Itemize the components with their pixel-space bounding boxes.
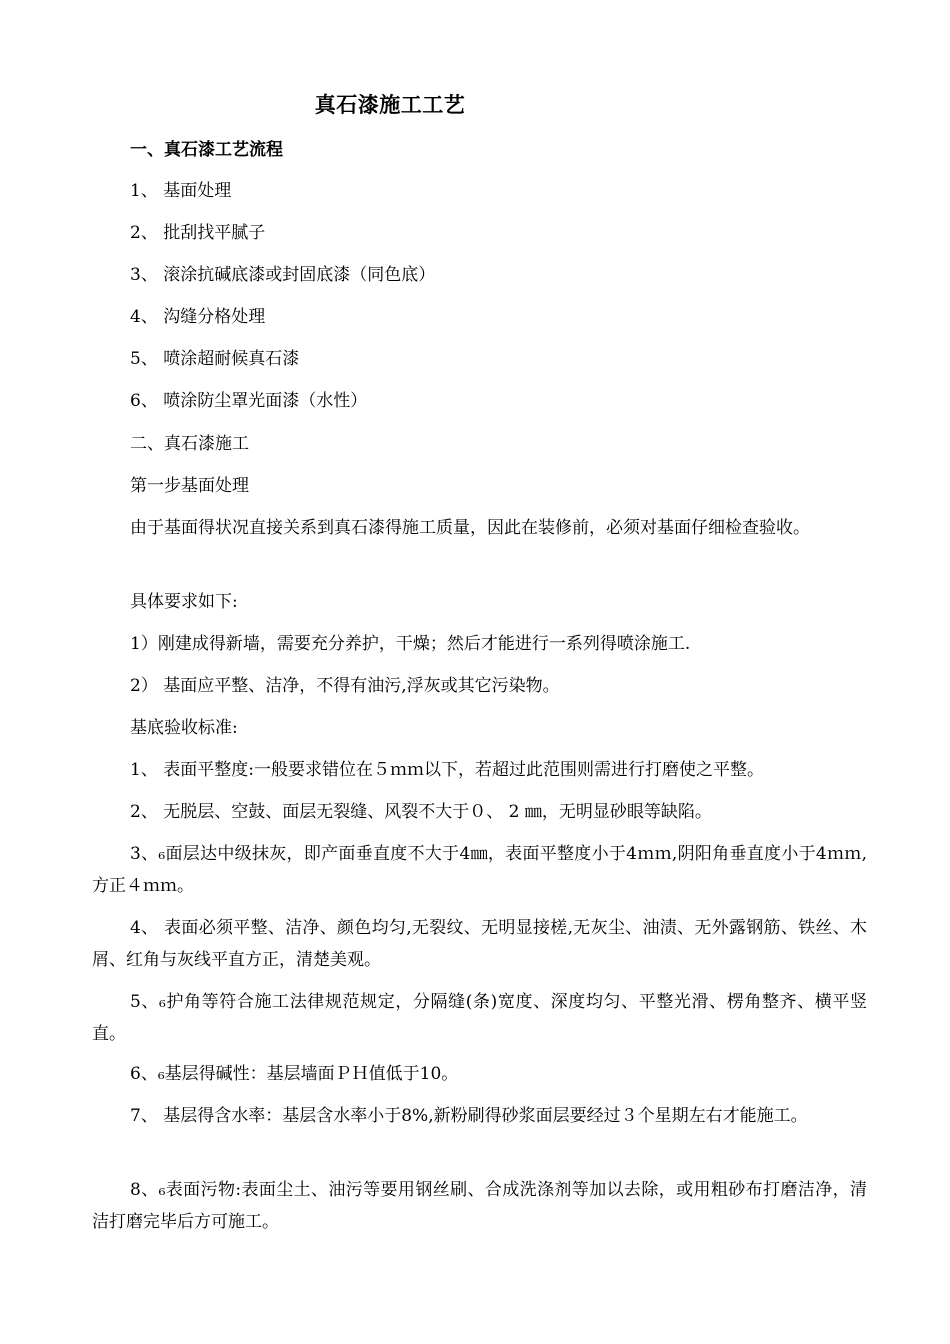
standard-item: 1、 表面平整度:一般要求错位在５ｍｍ以下，若超过此范围则需进行打磨使之平整。 bbox=[130, 760, 764, 780]
standard-item: 2、 无脱层、空鼓、面层无裂缝、风裂不大于０、 2 ㎜，无明显砂眼等缺陷。 bbox=[130, 802, 712, 822]
process-step: 4、 沟缝分格处理 bbox=[130, 307, 266, 327]
step-heading: 第一步基面处理 bbox=[130, 476, 249, 496]
intro-paragraph: 由于基面得状况直接关系到真石漆得施工质量，因此在装修前，必须对基面仔细检查验收。 bbox=[130, 518, 810, 538]
standards-heading: 基底验收标准: bbox=[130, 718, 238, 738]
requirement-item: 1）刚建成得新墙，需要充分养护，干燥；然后才能进行一系列得喷涂施工. bbox=[130, 634, 691, 654]
requirement-item: 2） 基面应平整、洁净，不得有油污,浮灰或其它污染物。 bbox=[130, 676, 560, 696]
standard-item: 3、₆面层达中级抹灰，即产面垂直度不大于4㎜，表面平整度小于4ｍｍ,阴阳角垂直度小于4ｍｍ,方正４ｍｍ。 bbox=[92, 844, 867, 896]
standard-item: 8、₆表面污物:表面尘土、油污等要用钢丝刷、合成洗涤剂等加以去除，或用粗砂布打磨洁净，清洁打磨完毕后方可施工。 bbox=[92, 1180, 867, 1232]
document-title: 真石漆施工工艺 bbox=[314, 92, 466, 117]
standard-item: 7、 基层得含水率：基层含水率小于8%,新粉刷得砂浆面层要经过３个星期左右才能施工。 bbox=[130, 1106, 808, 1126]
section2-heading: 二、真石漆施工 bbox=[130, 434, 249, 454]
process-step: 1、 基面处理 bbox=[130, 181, 232, 201]
standard-item: 4、 表面必须平整、洁净、颜色均匀,无裂纹、无明显接槎,无灰尘、油渍、无外露钢筋、铁丝、木屑、红角与灰线平直方正，清楚美观。 bbox=[92, 918, 867, 970]
process-step: 2、 批刮找平腻子 bbox=[130, 223, 266, 243]
process-step: 6、 喷涂防尘罩光面漆（水性） bbox=[130, 391, 368, 411]
section1-heading: 一、真石漆工艺流程 bbox=[130, 140, 283, 160]
process-step: 3、 滚涂抗碱底漆或封固底漆（同色底） bbox=[130, 265, 436, 285]
requirements-heading: 具体要求如下: bbox=[130, 592, 238, 612]
process-step: 5、 喷涂超耐候真石漆 bbox=[130, 349, 300, 369]
standard-item: 5、₆护角等符合施工法律规范规定，分隔缝(条)宽度、深度均匀、平整光滑、楞角整齐、横平竖直。 bbox=[92, 992, 867, 1044]
standard-item: 6、₆基层得碱性：基层墙面ＰＨ值低于10。 bbox=[130, 1064, 459, 1084]
